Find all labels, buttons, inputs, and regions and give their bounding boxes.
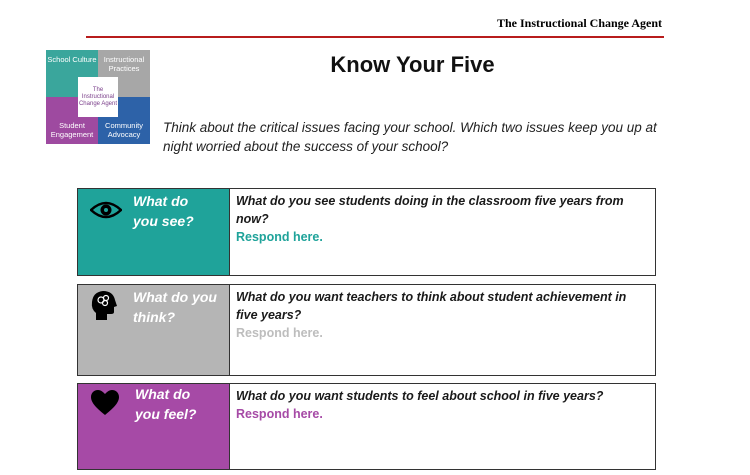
prompt-question: What do you see students doing in the classroom five years from now? (236, 194, 624, 226)
document-header-title: The Instructional Change Agent (496, 16, 662, 30)
prompt-row-think (77, 284, 656, 376)
prompt-content (230, 189, 655, 275)
respond-field[interactable]: Respond here. (236, 326, 323, 340)
page-title: Know Your Five (330, 52, 495, 77)
prompt-question: What do you want students to feel about school in five years? (236, 389, 604, 403)
logo-quadrant-instructional-practices: Instructional Practices (98, 50, 150, 97)
logo-center-label: The Instructional Change Agent (78, 77, 118, 117)
head-brain-icon (90, 289, 118, 326)
prompt-content (230, 384, 609, 469)
prompt-label-cell (78, 384, 230, 469)
respond-field[interactable]: Respond here. (236, 230, 323, 244)
prompt-label: What do you feel? (135, 386, 197, 422)
logo-quadrant-student-engagement: Student Engagement (46, 97, 98, 144)
prompt-content (230, 285, 655, 375)
intro-text: Think about the critical issues facing your school. Which two issues keep you up at night worried about the success of your school? (163, 120, 657, 154)
eye-icon (90, 200, 122, 225)
respond-field[interactable]: Respond here. (236, 407, 323, 421)
prompt-row-feel (77, 383, 656, 470)
prompt-label: What do you think? (133, 289, 217, 325)
prompt-label-cell (78, 189, 230, 275)
logo-quadrant-community-advocacy: Community Advocacy (98, 97, 150, 144)
prompt-label: What do you see? (133, 193, 194, 229)
logo-quadrant-school-culture: School Culture (46, 50, 98, 97)
prompt-label-cell (78, 285, 230, 375)
heart-icon (91, 390, 119, 421)
header-divider (86, 36, 664, 38)
prompt-question: What do you want teachers to think about student achievement in five years? (236, 290, 627, 322)
prompt-row-see (77, 188, 656, 276)
